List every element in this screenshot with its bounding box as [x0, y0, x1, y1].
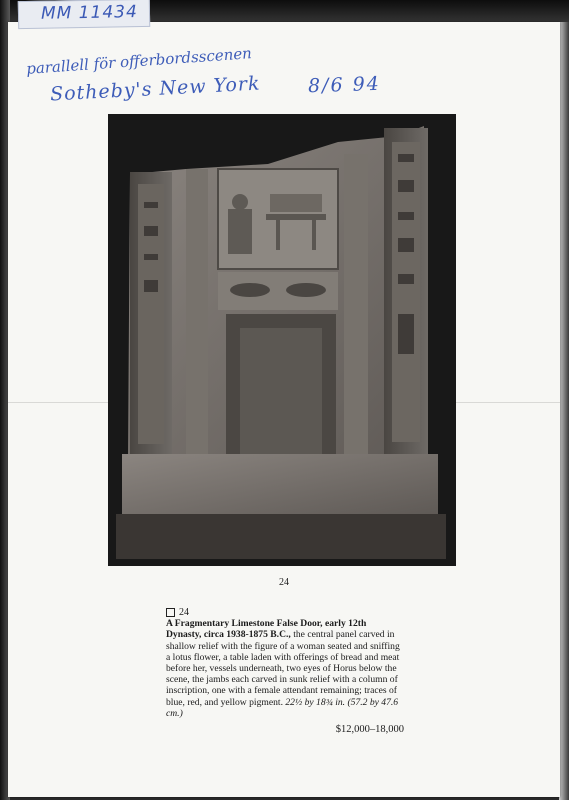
lot-text: [166, 618, 404, 719]
plate-number: 24: [279, 577, 289, 588]
lot-checkbox: [166, 608, 175, 617]
handwritten-note-line1: parallell för offerbordsscenen: [25, 44, 253, 78]
lot-dimensions: 22½ by 18¾ in. (57.2 by 47.6 cm.): [166, 696, 399, 719]
lot-number: 24: [179, 607, 189, 618]
scan-right-edge: [559, 22, 569, 800]
catalogue-page: [8, 22, 560, 797]
lot-title: A Fragmentary Limestone False Door, early 12th Dynasty, circa 1938-1875 B.C.,: [166, 618, 367, 641]
false-door-photograph: [108, 114, 456, 566]
lot-entry: [166, 607, 404, 735]
lot-header: [166, 607, 404, 618]
handwritten-note-line2: Sotheby's New York: [49, 72, 262, 106]
inventory-number: MM 11434: [40, 2, 138, 24]
handwritten-note-date: 8/6 94: [307, 72, 382, 98]
inventory-label: [18, 0, 150, 29]
lot-description: the central panel carved in shallow relief with the figure of a woman seated and sniffing a lotus flower, a table laden with offerings of bread and meat before her, vessels underneath, two eyes of Horus below the scene, the jambs each carved in sunk relief with a column of inscription, one with a female attendant remaining; traces of blue, red, and yellow pigment.: [166, 629, 400, 708]
false-door-illustration: [108, 114, 456, 566]
lot-estimate: $12,000–18,000: [335, 724, 404, 736]
